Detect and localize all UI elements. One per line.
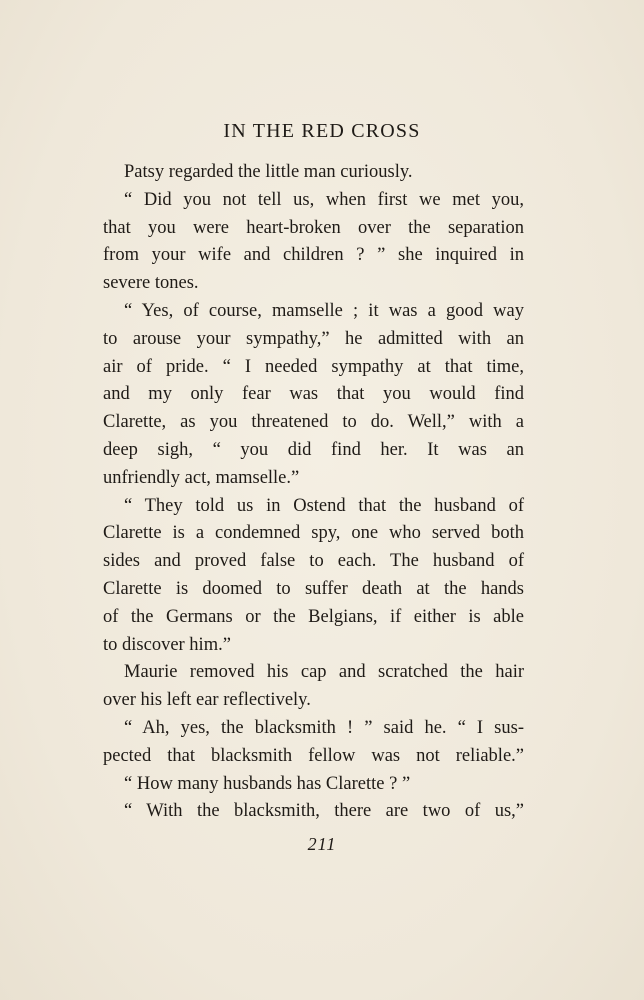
text-line: Patsy regarded the little man curiously.	[124, 162, 413, 182]
text-line: to discover him.”	[103, 634, 231, 655]
text-line: that you were heart-broken over the separation	[103, 217, 524, 238]
text-line: “ Ah, yes, the blacksmith ! ” said he. “ I sus-	[124, 717, 524, 738]
page-number: 211	[307, 834, 337, 854]
text-line: “ Did you not tell us, when first we met you,	[124, 189, 524, 210]
text-line: Maurie removed his cap and scratched the hair	[124, 662, 524, 683]
text-line: over his left ear reflectively.	[103, 690, 311, 711]
text-line: “ Yes, of course, mamselle ; it was a good way	[124, 300, 524, 321]
text-line: Clarette is a condemned spy, one who served both	[103, 523, 524, 544]
text-line: and my only fear was that you would find	[103, 384, 524, 405]
text-line: to arouse your sympathy,” he admitted with an	[103, 328, 524, 349]
text-line: Clarette is doomed to suffer death at the hands	[103, 578, 524, 599]
body-text	[103, 159, 524, 826]
text-line: deep sigh, “ you did find her. It was an	[103, 439, 524, 460]
text-line: pected that blacksmith fellow was not reliable.”	[103, 745, 524, 766]
text-line: air of pride. “ I needed sympathy at that time,	[103, 356, 524, 377]
text-line: from your wife and children ? ” she inquired in	[103, 245, 524, 266]
text-line: unfriendly act, mamselle.”	[103, 467, 300, 488]
running-head: IN THE RED CROSS	[223, 120, 421, 142]
text-line: “ How many husbands has Clarette ? ”	[124, 773, 411, 794]
text-line: “ They told us in Ostend that the husband of	[124, 495, 524, 516]
text-line: severe tones.	[103, 273, 199, 294]
text-line: sides and proved false to each. The husband of	[103, 551, 524, 572]
text-line: of the Germans or the Belgians, if either is able	[103, 606, 524, 627]
text-line: “ With the blacksmith, there are two of us,”	[124, 801, 524, 822]
text-line: Clarette, as you threatened to do. Well,” with a	[103, 412, 524, 433]
